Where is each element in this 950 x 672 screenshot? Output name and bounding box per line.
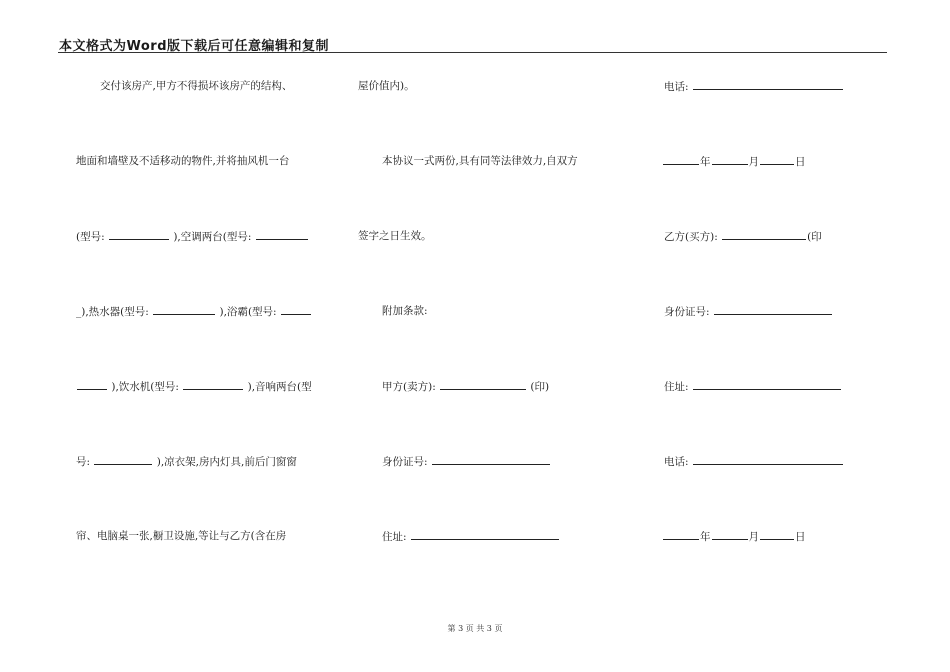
seller-name-blank[interactable] (440, 379, 526, 390)
col1-line-3 (76, 229, 309, 244)
col3-phone-1 (664, 79, 844, 94)
col1-line-7: 帘、电脑桌一张,橱卫设施,等让与乙方(含在房 (76, 530, 287, 542)
col3-buyer (664, 229, 822, 244)
col2-line-1: 屋价值内)。 (358, 80, 415, 92)
model-blank-speaker[interactable] (94, 454, 152, 465)
col1-line-6 (76, 454, 297, 469)
model-blank-heater[interactable] (153, 304, 215, 315)
model-blank-bath-cont[interactable] (77, 379, 107, 390)
day-label-2: 日 (795, 531, 806, 543)
page-footer: 第 3 页 共 3 页 (447, 624, 503, 633)
header-rule (58, 52, 887, 53)
col1-line-3-a: (型号: (76, 231, 105, 243)
seller-seal: (印) (530, 381, 550, 393)
col1-line-4-b: ),浴霸(型号: (219, 306, 277, 318)
month-label-2: 月 (748, 531, 759, 543)
buyer-id-label: 身份证号: (664, 306, 710, 318)
col1-line-1: 交付该房产,甲方不得损坏该房产的结构、 (100, 80, 293, 92)
model-blank-ac[interactable] (256, 229, 308, 240)
day-blank-1[interactable] (760, 154, 794, 165)
buyer-name-blank[interactable] (722, 229, 806, 240)
year-blank-2[interactable] (663, 529, 699, 540)
col2-line-5 (382, 379, 549, 394)
seller-id-label: 身份证号: (382, 456, 428, 468)
col2-line-4: 附加条款: (382, 305, 428, 317)
col1-line-5-b: ),音响两台(型 (247, 381, 312, 393)
buyer-phone-blank[interactable] (693, 454, 843, 465)
model-blank-bath[interactable] (281, 304, 311, 315)
col1-line-3-b: ),空调两台(型号: (173, 231, 252, 243)
year-label-1: 年 (700, 156, 711, 168)
col2-line-7 (382, 529, 560, 544)
buyer-label: 乙方(买方): (664, 231, 718, 243)
seller-phone-blank[interactable] (693, 79, 843, 90)
buyer-phone-label: 电话: (664, 456, 689, 468)
col1-line-6-b: ),凉衣架,房内灯具,前后门窗窗 (156, 456, 297, 468)
col2-line-6 (382, 454, 551, 469)
col3-id (664, 304, 833, 319)
seller-phone-label: 电话: (664, 81, 689, 93)
month-blank-2[interactable] (712, 529, 748, 540)
month-blank-1[interactable] (712, 154, 748, 165)
col1-line-5 (76, 379, 312, 394)
seller-address-blank[interactable] (411, 529, 559, 540)
model-blank-fan[interactable] (109, 229, 169, 240)
col1-line-2: 地面和墙壁及不适移动的物件,并将抽风机一台 (76, 155, 290, 167)
col3-date-1 (662, 154, 806, 169)
day-blank-2[interactable] (760, 529, 794, 540)
buyer-id-blank[interactable] (714, 304, 832, 315)
month-label-1: 月 (748, 156, 759, 168)
seller-id-blank[interactable] (432, 454, 550, 465)
col3-date-2 (662, 529, 806, 544)
buyer-seal: (印 (807, 231, 822, 243)
col3-phone-2 (664, 454, 844, 469)
seller-label: 甲方(卖方): (382, 381, 436, 393)
buyer-address-blank[interactable] (693, 379, 841, 390)
seller-address-label: 住址: (382, 531, 407, 543)
col1-line-4-a: _),热水器(型号: (76, 306, 149, 318)
day-label-1: 日 (795, 156, 806, 168)
col1-line-5-a: ),饮水机(型号: (111, 381, 179, 393)
model-blank-dispenser[interactable] (183, 379, 243, 390)
buyer-address-label: 住址: (664, 381, 689, 393)
year-blank-1[interactable] (663, 154, 699, 165)
document-header-title: 本文格式为Word版下载后可任意编辑和复制 (59, 39, 330, 54)
year-label-2: 年 (700, 531, 711, 543)
col1-line-6-a: 号: (76, 456, 91, 468)
col1-line-4 (76, 304, 312, 319)
col2-line-3: 签字之日生效。 (358, 230, 432, 242)
col3-address (664, 379, 842, 394)
col2-line-2: 本协议一式两份,具有同等法律效力,自双方 (382, 155, 578, 167)
